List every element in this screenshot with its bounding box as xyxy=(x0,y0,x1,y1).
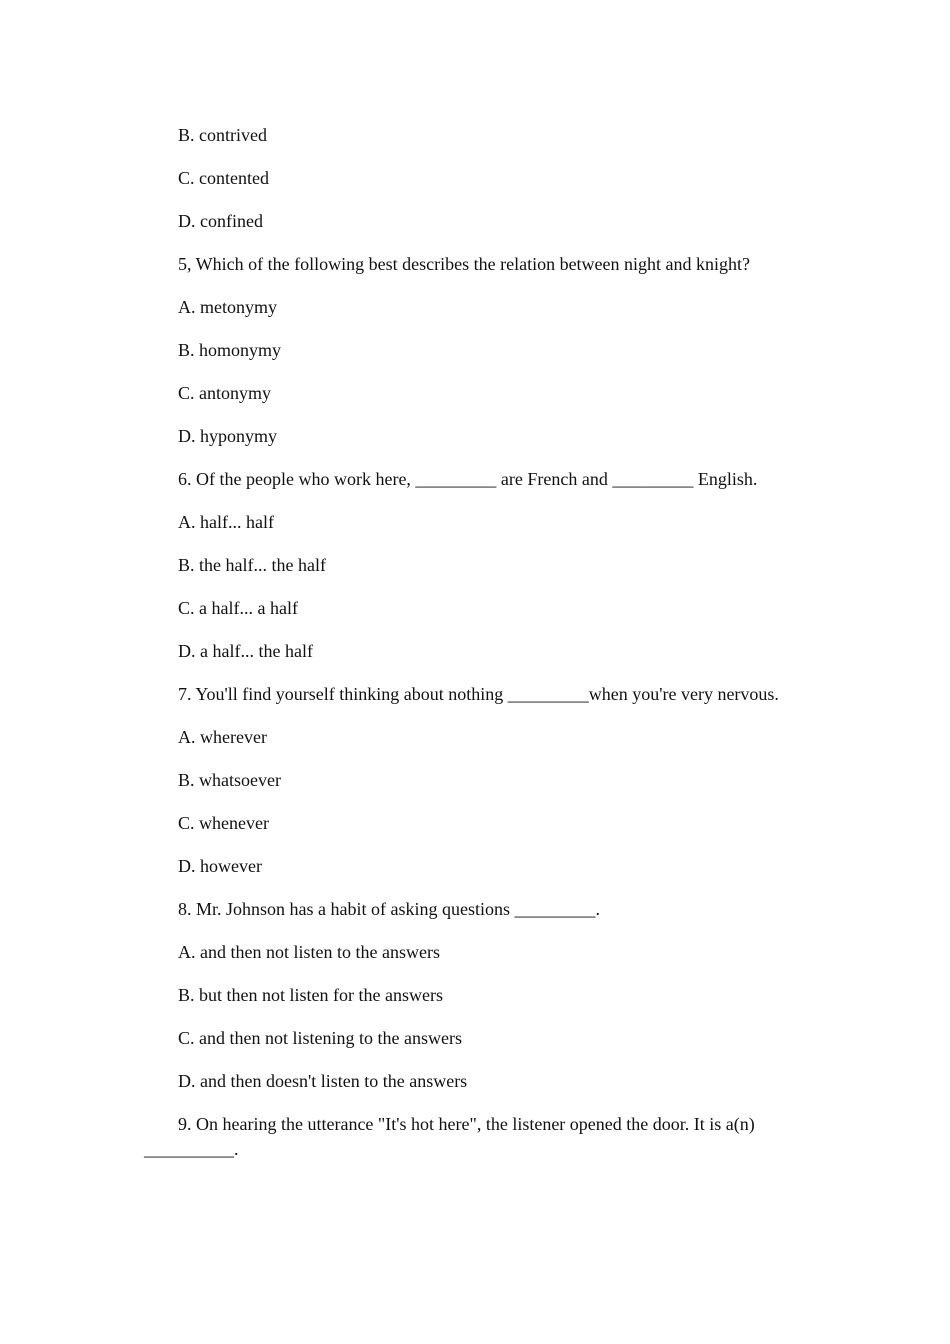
option-line: B. homonymy xyxy=(178,340,282,360)
option-line: A. and then not listen to the answers xyxy=(178,942,440,962)
option-line: C. a half... a half xyxy=(178,598,298,618)
option-line: D. hyponymy xyxy=(178,426,277,446)
option-line: D. confined xyxy=(178,211,263,231)
option-line: A. metonymy xyxy=(178,297,277,317)
question-9: 9. On hearing the utterance "It's hot here", the listener opened the door. It is a(n) __________. xyxy=(144,1114,755,1159)
question-7: 7. You'll find yourself thinking about nothing _________when you're very nervous. xyxy=(178,684,779,704)
question-6: 6. Of the people who work here, _________ are French and _________ English. xyxy=(178,469,758,489)
option-line: D. a half... the half xyxy=(178,641,313,661)
option-line: B. but then not listen for the answers xyxy=(178,985,443,1005)
question-5: 5, Which of the following best describes the relation between night and knight? xyxy=(178,254,751,274)
option-line: C. contented xyxy=(178,168,269,188)
option-line: C. and then not listening to the answers xyxy=(178,1028,462,1048)
option-line: B. contrived xyxy=(178,125,267,145)
document-page xyxy=(144,123,804,1180)
option-line: C. antonymy xyxy=(178,383,271,403)
option-line: A. wherever xyxy=(178,727,267,747)
option-line: B. whatsoever xyxy=(178,770,281,790)
option-line: B. the half... the half xyxy=(178,555,326,575)
option-line: A. half... half xyxy=(178,512,274,532)
option-line: D. however xyxy=(178,856,262,876)
option-line: D. and then doesn't listen to the answers xyxy=(178,1071,468,1091)
option-line: C. whenever xyxy=(178,813,269,833)
question-8: 8. Mr. Johnson has a habit of asking questions _________. xyxy=(178,899,600,919)
